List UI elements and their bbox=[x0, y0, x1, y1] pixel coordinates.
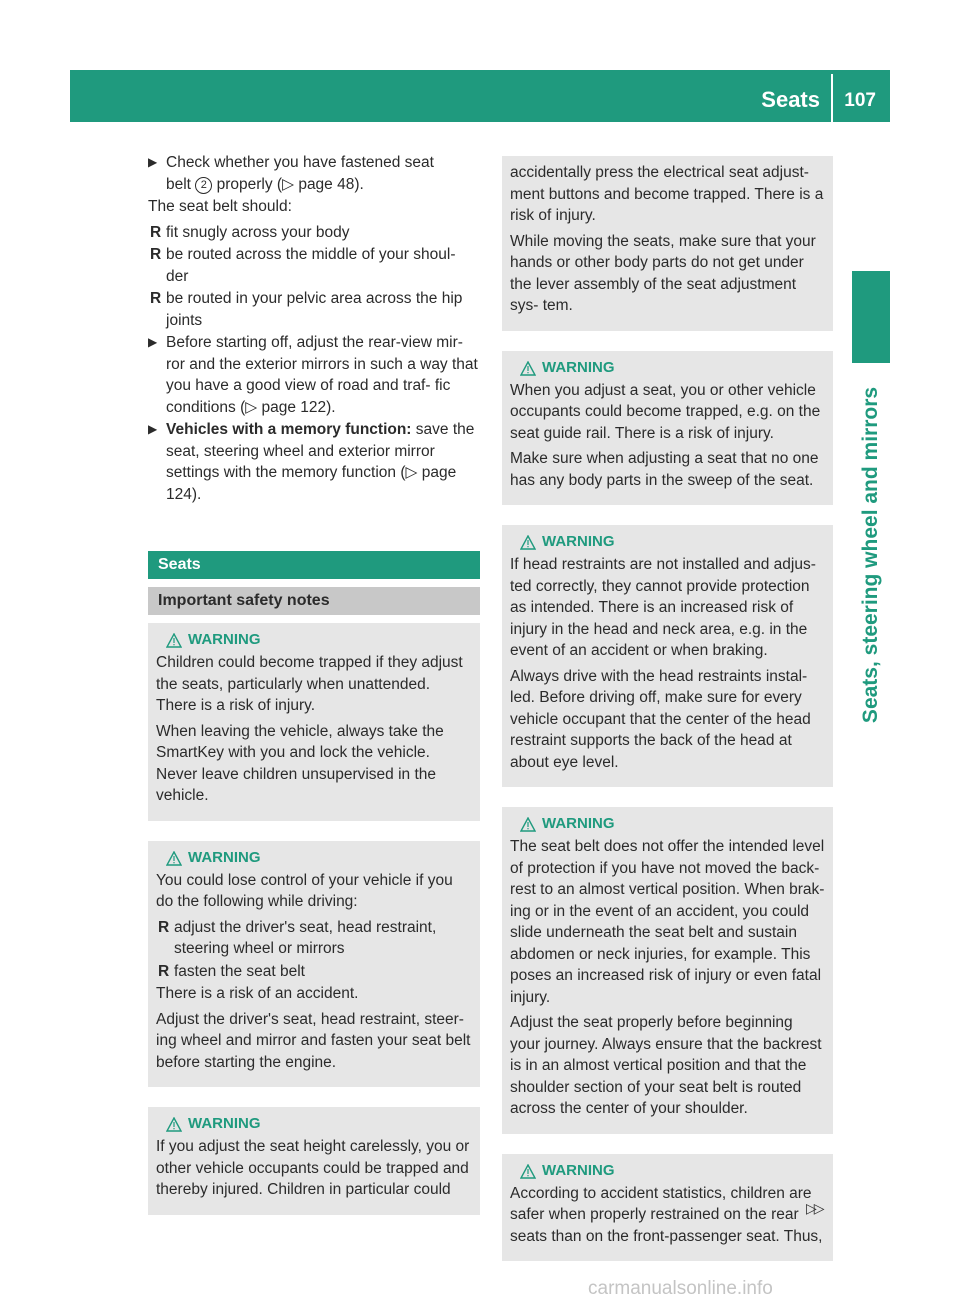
warning-box: WARNING You could lose control of your vehicle if you do the following while driving: R adjust the driver's seat, head restraint, steering wheel or mirrors R fasten the seat belt There is a risk of an accident. Adjust the driver's seat, head restraint, steer- ing wheel and mirror and fasten your seat belt before starting the engine. bbox=[148, 841, 480, 1088]
warning-title: WARNING bbox=[542, 358, 615, 376]
list-item: R be routed in your pelvic area across the hip joints bbox=[150, 290, 463, 329]
warning-box: WARNING When you adjust a seat, you or other vehicle occupants could become trapped, e.g. on the seat guide rail. There is a risk of injury. Make sure when adjusting a seat that no one has any body parts in the sweep of the seat. bbox=[502, 351, 833, 506]
list-item: R be routed across the middle of your shoul- der bbox=[150, 246, 456, 285]
warning-title: WARNING bbox=[542, 533, 615, 550]
warning-triangle-icon bbox=[166, 633, 182, 655]
left-column bbox=[148, 152, 480, 1215]
step-check-seat-belt: ▶ Check whether you have fastened seat belt 2 properly (▷ page 48). bbox=[148, 154, 434, 193]
warning-title: WARNING bbox=[542, 1161, 615, 1179]
warning-triangle-icon bbox=[520, 361, 536, 383]
warning-triangle-icon bbox=[520, 1164, 536, 1186]
page-number: 107 bbox=[844, 90, 876, 111]
warning-triangle-icon bbox=[166, 851, 182, 873]
continue-arrow-icon: ▷▷ bbox=[806, 1200, 822, 1216]
list-item: R fit snugly across your body bbox=[150, 223, 350, 241]
list-item: R adjust the driver's seat, head restraint, steering wheel or mirrors bbox=[158, 918, 437, 957]
step-arrow-icon: ▶ bbox=[148, 422, 158, 436]
header-divider bbox=[831, 74, 833, 122]
warning-triangle-icon bbox=[520, 817, 536, 839]
step-arrow-icon: ▶ bbox=[148, 335, 158, 349]
warning-triangle-icon bbox=[520, 535, 536, 557]
watermark: carmanualsonline.info bbox=[588, 1278, 773, 1299]
step-adjust-mirrors: ▶ Before starting off, adjust the rear-view mir- ror and the exterior mirrors in such a way that you have a good view of road and traf- fic conditions (▷ page 122). bbox=[148, 334, 478, 416]
warning-box: WARNING Children could become trapped if they adjust the seats, particularly when unattended. There is a risk of injury. When leaving the vehicle, always take the SmartKey with you and lock the vehicle. Never leave children unsupervised in the vehicle. bbox=[148, 623, 480, 821]
list-item: R fasten the seat belt bbox=[158, 962, 305, 980]
warning-box-continued: accidentally press the electrical seat adjust- ment buttons and become trapped. There is a risk of injury. While moving the seats, make sure that your hands or other body parts do not get under the lever assembly of the seat adjustment sys- tem. bbox=[502, 156, 833, 331]
callout-number-icon: 2 bbox=[195, 177, 212, 194]
warning-box: WARNING The seat belt does not offer the intended level of protection if you have not moved the back- rest to an almost vertical position. When brak- ing or in the event of an accident, you could slide underneath the seat belt and sustain abdomen or neck injuries, for example. This poses an increased risk of injury or even fatal injury. Adjust the seat properly before beginning your journey. Always ensure that the backrest is in an almost vertical position and that the shoulder section of your seat belt is routed across the center of your shoulder. bbox=[502, 807, 833, 1134]
right-column bbox=[502, 148, 833, 1261]
warning-box: WARNING If you adjust the seat height carelessly, you or other vehicle occupants could be trapped and thereby injured. Children in particular could bbox=[148, 1107, 480, 1215]
warning-title: WARNING bbox=[188, 631, 261, 648]
step-arrow-icon: ▶ bbox=[148, 155, 158, 169]
warning-title: WARNING bbox=[188, 1115, 261, 1132]
header-bar bbox=[70, 70, 890, 122]
seat-belt-intro: The seat belt should: bbox=[148, 198, 292, 215]
warning-box: WARNING According to accident statistics, children are safer when properly restrained on the rear seats than on the front-passenger seat. Thus, bbox=[502, 1154, 833, 1262]
side-tab-marker bbox=[852, 271, 890, 363]
step-memory-function: ▶ Vehicles with a memory function: save the seat, steering wheel and exterior mirror settings with the memory function (▷ page 124). bbox=[148, 421, 475, 503]
section-heading: Seats bbox=[148, 551, 480, 579]
warning-box: WARNING If head restraints are not installed and adjus- ted correctly, they cannot provide protection as intended. There is an increased risk of injury in the head and neck area, e.g. in the event of an accident or when braking. Always drive with the head restraints instal- led. Before driving off, make sure for every vehicle occupant that the center of the head restraint supports the back of the head at about eye level. bbox=[502, 525, 833, 787]
header-title: Seats bbox=[761, 87, 820, 112]
warning-title: WARNING bbox=[188, 848, 261, 866]
warning-title: WARNING bbox=[542, 815, 615, 832]
side-tab-label: Seats, steering wheel and mirrors bbox=[859, 386, 882, 724]
subsection-heading: Important safety notes bbox=[148, 587, 480, 615]
warning-triangle-icon bbox=[166, 1117, 182, 1139]
